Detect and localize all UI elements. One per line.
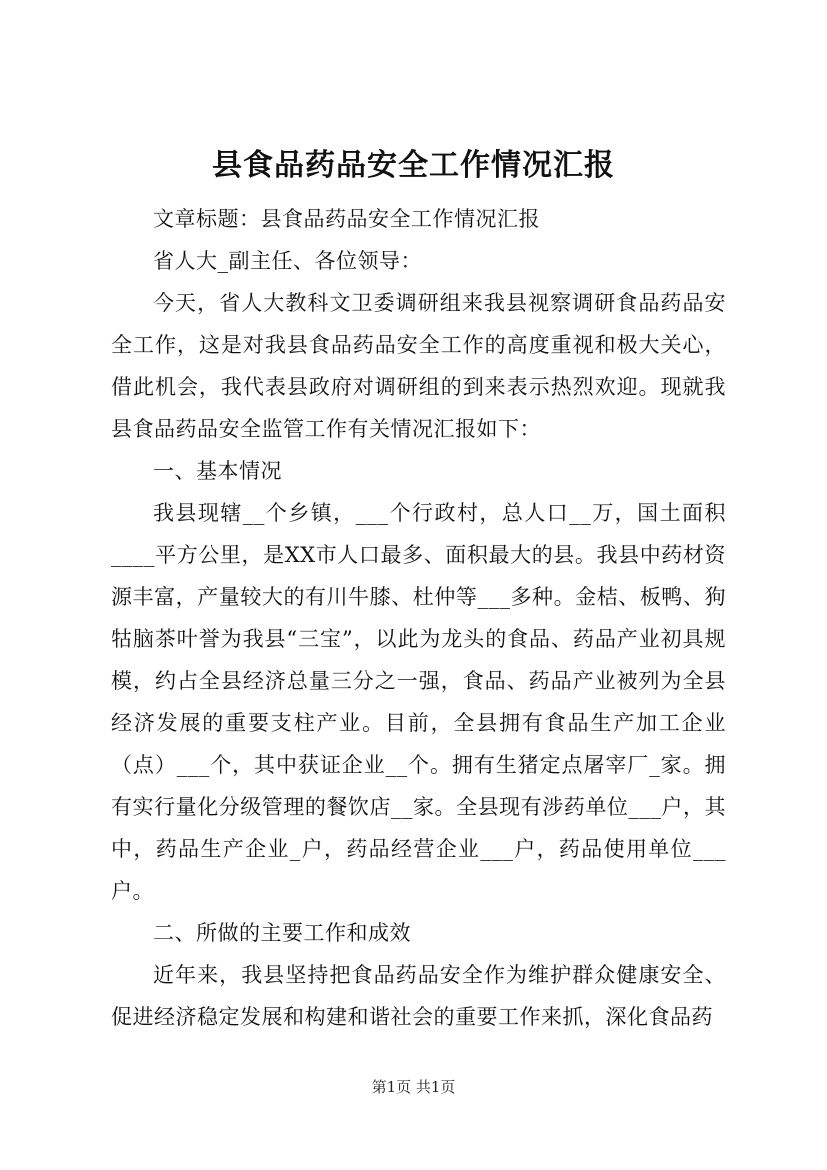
page-footer: 第1页 共1页 bbox=[371, 1078, 456, 1096]
section-heading-work: 二、所做的主要工作和成效 bbox=[153, 921, 411, 945]
work-paragraph: 近年来，我县坚持把食品药品安全作为维护群众健康安全、促进经济稳定发展和构建和谐社会的重要工作来抓，深化食品药 bbox=[111, 963, 726, 1029]
basic-situation-paragraph: 我县现辖__个乡镇，___个行政村，总人口__万，国土面积____平方公里，是XX市人口最多、面积最大的县。我县中药材资源丰富，产量较大的有川牛膝、杜仲等___多种。金桔、板鸭、狗牯脑茶叶誉为我县“三宝”，以此为龙头的食品、药品产业初具规模，约占全县经济总量三分之一强，食品、药品产业被列为全县经济发展的重要支柱产业。目前，全县拥有食品生产加工企业（点）___个，其中获证企业__个。拥有生猪定点屠宰厂_家。拥有实行量化分级管理的餐饮店__家。全县现有涉药单位___户，其中，药品生产企业_户，药品经营企业___户，药品使用单位___户。 bbox=[111, 501, 726, 903]
section-heading-basic: 一、基本情况 bbox=[153, 459, 282, 483]
intro-paragraph: 今天，省人大教科文卫委调研组来我县视察调研食品药品安全工作，这是对我县食品药品安全工作的高度重视和极大关心，借此机会，我代表县政府对调研组的到来表示热烈欢迎。现就我县食品药品安全监管工作有关情况汇报如下： bbox=[111, 291, 726, 441]
document-body bbox=[111, 198, 726, 1038]
article-title-line: 文章标题：县食品药品安全工作情况汇报 bbox=[153, 207, 540, 231]
document-title: 县食品药品安全工作情况汇报 bbox=[212, 148, 615, 183]
salutation: 省人大_副主任、各位领导： bbox=[153, 249, 422, 273]
